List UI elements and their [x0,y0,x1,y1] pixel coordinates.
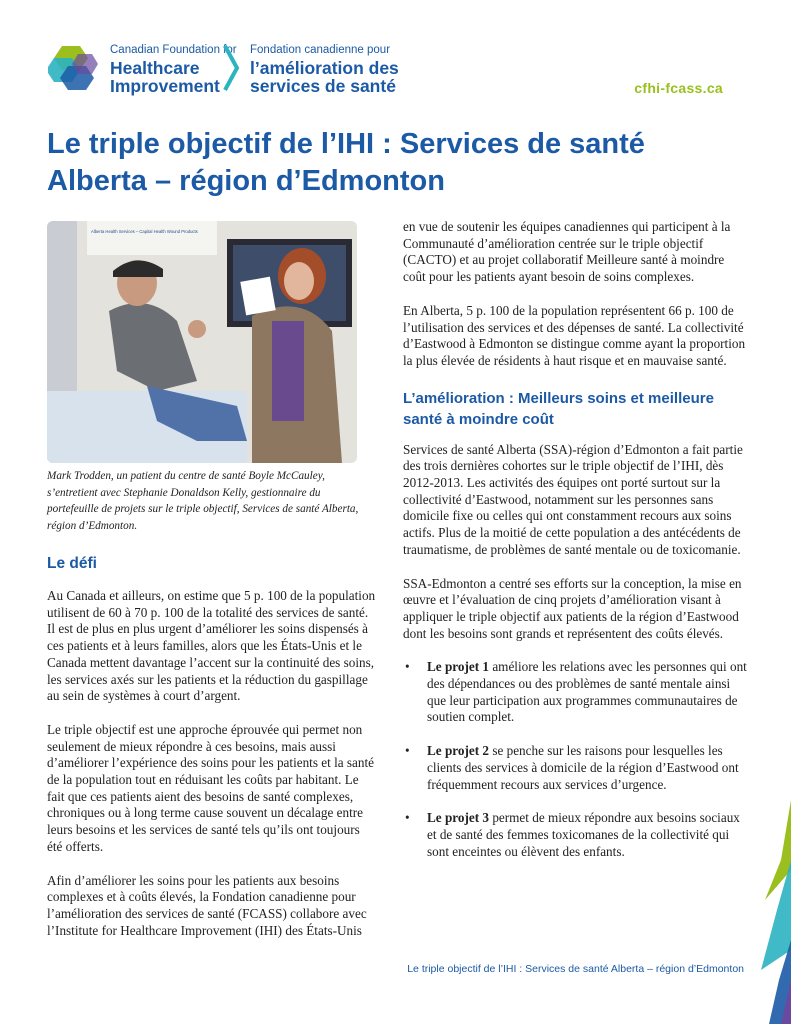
page-footer: Le triple objectif de l’IHI : Services de santé Alberta – région d’Edmonton [407,963,744,975]
list-item [403,810,748,860]
project-label: Le projet 3 [427,810,490,826]
org-name-english [110,45,237,95]
patient-conversation-photo [47,221,357,463]
org-fr-line1: l’amélioration des [250,57,399,78]
projects-list [403,659,748,860]
org-en-small: Canadian Foundation for [110,44,237,56]
list-item [403,743,748,793]
project-text: améliore les relations avec les personnes qui ont des dépendances ou des problèmes de santé mentale ainsi que leur participation aux programmes communautaires de soutien complet. [427,659,747,725]
paragraph: SSA-Edmonton a centré ses efforts sur la conception, la mise en œuvre et l’évaluation de cinq projets d’amélioration visant à appliquer le triple objectif aux patients de la région d’Eastwood dont les besoins sont grands et représentent des coûts élevés. [403,575,742,641]
right-column [403,219,748,877]
paragraph: Services de santé Alberta (SSA)-région d’Edmonton a fait partie des trois dernières cohortes sur le triple objectif de l’IHI, dès 2012-2013. Les activités des équipes ont porté surtout sur la collectivité d’Eastwood, notamment sur les personnes sans domicile fixe ou celles qui ont constamment recours aux soins actifs. Plus de la moitié de cette population a des antécédents de traumatisme, de problèmes de santé mentale ou de toxicomanie. [403,441,743,557]
website-link[interactable]: cfhi-fcass.ca [634,80,723,96]
list-item [403,659,748,726]
left-column [47,555,377,956]
bullet: • [405,743,410,759]
challenge-heading: Le défi [47,555,97,572]
decorative-corner-shape [751,800,791,1024]
org-en-line1: Healthcare [110,57,200,78]
improvement-heading: L’amélioration : Meilleurs soins et meilleure santé à moindre coût [403,389,714,428]
project-text: permet de mieux répondre aux besoins sociaux et de santé des femmes toxicomanes de la collectivité qui sont enceintes ou élèvent des enfants. [427,810,740,859]
paragraph: Afin d’améliorer les soins pour les patients aux besoins complexes et à coûts élevés, la Fondation canadienne pour l’amélioration des services de santé (FCASS) collabore avec l’Institute for Healthcare Improvement (IHI) des États-Unis [47,872,367,938]
org-en-line2: Improvement [110,75,220,96]
org-fr-small: Fondation canadienne pour [250,44,391,56]
wall-sign-text: Alberta Health Services – Capital Health Wound Products [91,229,198,234]
project-label: Le projet 2 [427,743,490,759]
title-line-1: Le triple objectif de l’IHI : Services de santé [47,128,645,160]
cfhi-logo-icon [48,44,106,94]
paragraph: En Alberta, 5 p. 100 de la population représentent 66 p. 100 de l’utilisation des services et des dépenses de santé. La collectivité d’Eastwood à Edmonton se distingue comme ayant la proportion la plus élevée de résidents à haut risque et en mauvaise santé. [403,302,746,368]
org-name-french [250,45,399,95]
bullet: • [405,810,410,826]
paragraph: Le triple objectif est une approche éprouvée qui permet non seulement de mieux répondre à ces besoins, mais aussi d’améliorer l’expérience des soins pour les patients et la santé de la population tout en réduisant les coûts par habitant. Le fait que ces patients aient des besoins de santé complexes, chroniques ou à long terme cause souvent un décalage entre leurs besoins et les services de santé tels qu’ils ont toujours été offerts. [47,721,375,854]
title-line-2: Alberta – région d’Edmonton [47,165,445,197]
photo-caption: Mark Trodden, un patient du centre de santé Boyle McCauley, s’entretient avec Stephanie Donaldson Kelly, gestionnaire du portefeuille de projets sur le triple objectif, Services de santé Alberta, région d’Edmonton. [47,470,359,532]
project-text: se penche sur les raisons pour lesquelles les clients des services à domicile de la région d’Eastwood ont fréquemment recours aux services d’urgence. [427,743,739,792]
paragraph: en vue de soutenir les équipes canadiennes qui participent à la Communauté d’amélioration centrée sur le triple objectif (CACTO) et au projet collaboratif Meilleure santé à moindre coût pour les patients ayant besoin de soins complexes. [403,219,731,285]
page-title [47,126,727,200]
chevron-right-icon [222,44,240,92]
paragraph: Au Canada et ailleurs, on estime que 5 p. 100 de la population utilisent de 60 à 70 p. 100 de la totalité des services de santé. Il est de plus en plus urgent d’améliorer les soins dispensés à ces patients et à leurs familles, alors que les États-Unis et le Canada mettent davantage l’accent sur la continuité des soins, les services axés sur les patients et la réduction du gaspillage au sein de systèmes à court d’argent. [47,588,376,704]
bullet: • [405,659,410,675]
org-fr-line2: services de santé [250,75,396,96]
project-label: Le projet 1 [427,659,490,675]
